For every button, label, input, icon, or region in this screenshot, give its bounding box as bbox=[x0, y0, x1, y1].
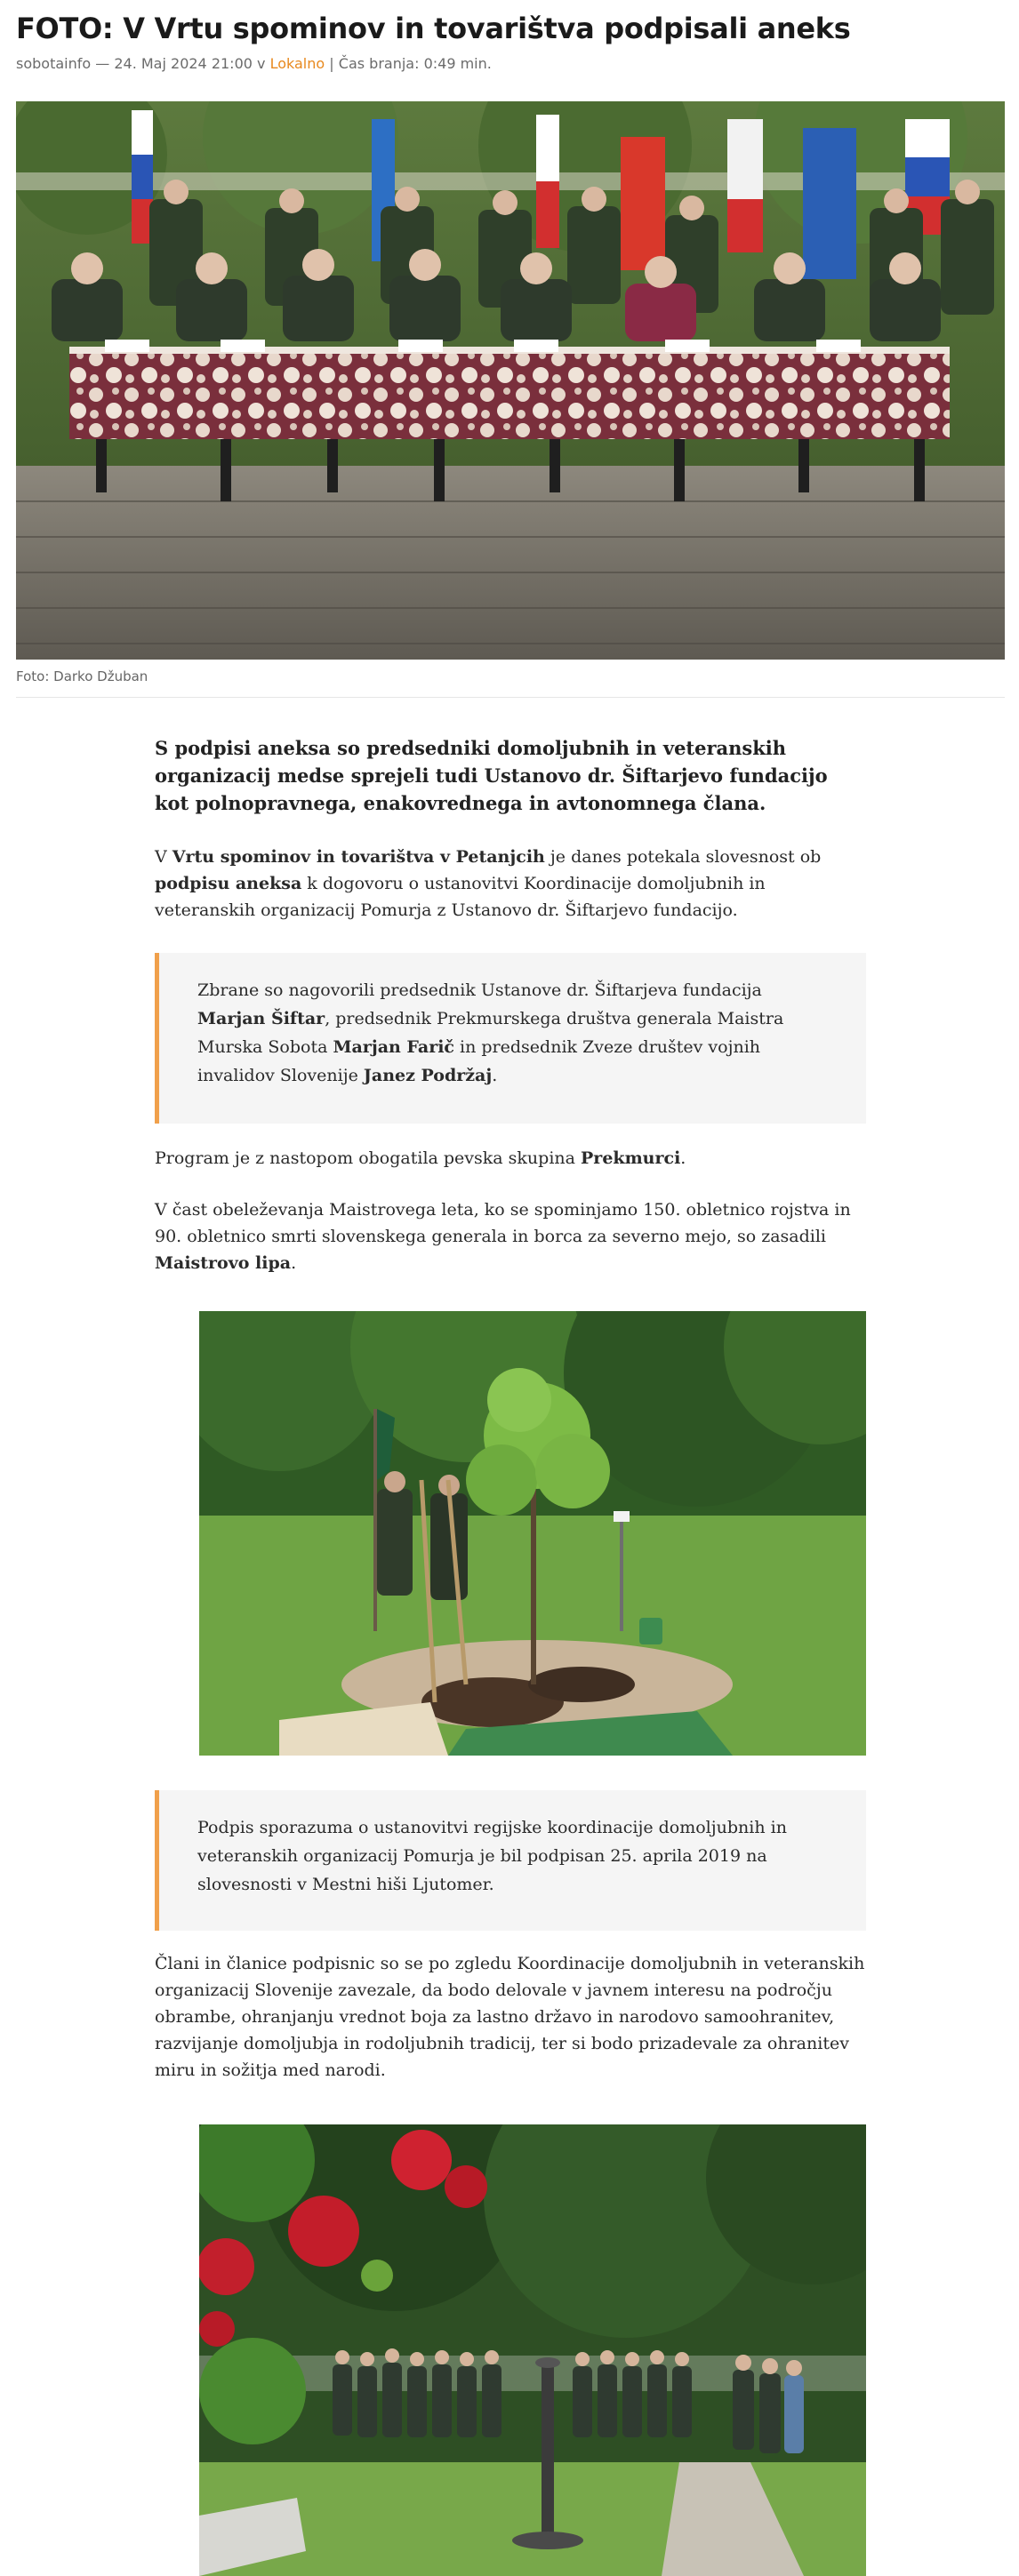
article-title: FOTO: V Vrtu spominov in tovarištva podpisali aneks bbox=[16, 12, 851, 45]
meta-dash: — bbox=[95, 55, 110, 72]
person-name: Marjan Farič bbox=[333, 1037, 454, 1057]
hero-photo[interactable] bbox=[16, 101, 1005, 660]
memorial-gathering-photo[interactable] bbox=[199, 2124, 866, 2576]
tree-planting-image bbox=[199, 1311, 866, 1756]
paragraph-1: V Vrtu spominov in tovarištva v Petanjcih je danes potekala slovesnost ob podpisu aneksa k dogovoru o ustanovitvi Koordinacije domoljubnih in veteranskih organizacij Pomurja z Ustanovo dr. Šiftarjevo fundacijo. bbox=[155, 847, 822, 920]
person-name: Marjan Šiftar bbox=[197, 1009, 325, 1028]
category-link[interactable]: Lokalno bbox=[269, 55, 325, 72]
meta-in-word: v bbox=[257, 55, 266, 72]
divider bbox=[16, 697, 1005, 698]
publish-date: 24. Maj 2024 21:00 bbox=[114, 55, 253, 72]
signing-ceremony-image bbox=[16, 101, 1005, 660]
memorial-gathering-image bbox=[199, 2124, 866, 2576]
quote-block-1: Zbrane so nagovorili predsednik Ustanove dr. Šiftarjeva fundacija Marjan Šiftar, predsednik Prekmurskega društva generala Maistra Murska Sobota Marjan Farič in predsednik Zveze društev vojnih invalidov Slovenije Janez Podržaj. bbox=[155, 953, 866, 1124]
source-link[interactable]: sobotainfo bbox=[16, 55, 92, 72]
paragraph-3: V čast obeleževanja Maistrovega leta, ko se spominjamo 150. obletnico rojstva in 90. obletnico smrti slovenskega generala in borca za severno mejo, so zasadili Maistrovo lipa. bbox=[155, 1200, 851, 1273]
person-name: Janez Podržaj bbox=[363, 1066, 493, 1085]
paragraph-2: Program je z nastopom obogatila pevska skupina Prekmurci. bbox=[155, 1148, 686, 1168]
reading-time: Čas branja: 0:49 min. bbox=[338, 55, 492, 72]
hero-caption: Foto: Darko Džuban bbox=[16, 668, 148, 684]
paragraph-4: Člani in članice podpisnic so se po zgledu Koordinacije domoljubnih in veteranskih organizacij Slovenije zavezale, da bodo delovale v javnem interesu na področju obrambe, ohranjanju vrednot boja za lastno državo in narodovo samoohranitev, razvijanje domoljubja in rodoljubnih tradicij, ter si bodo prizadevale za ohranitev miru in sožitja med narodi. bbox=[155, 1954, 865, 2080]
article-meta bbox=[16, 55, 492, 72]
article-lead: S podpisi aneksa so predsedniki domoljubnih in veteranskih organizacij medse sprejeli tudi Ustanovo dr. Šiftarjevo fundacijo kot polnopravnega, enakovrednega in avtonomnega člana. bbox=[155, 737, 828, 814]
meta-separator: | bbox=[329, 55, 334, 72]
tree-planting-photo[interactable] bbox=[199, 1311, 866, 1756]
quote-block-2: Podpis sporazuma o ustanovitvi regijske koordinacije domoljubnih in veteranskih organizacij Pomurja je bil podpisan 25. aprila 2019 na slovesnosti v Mestni hiši Ljutomer. bbox=[155, 1790, 866, 1931]
